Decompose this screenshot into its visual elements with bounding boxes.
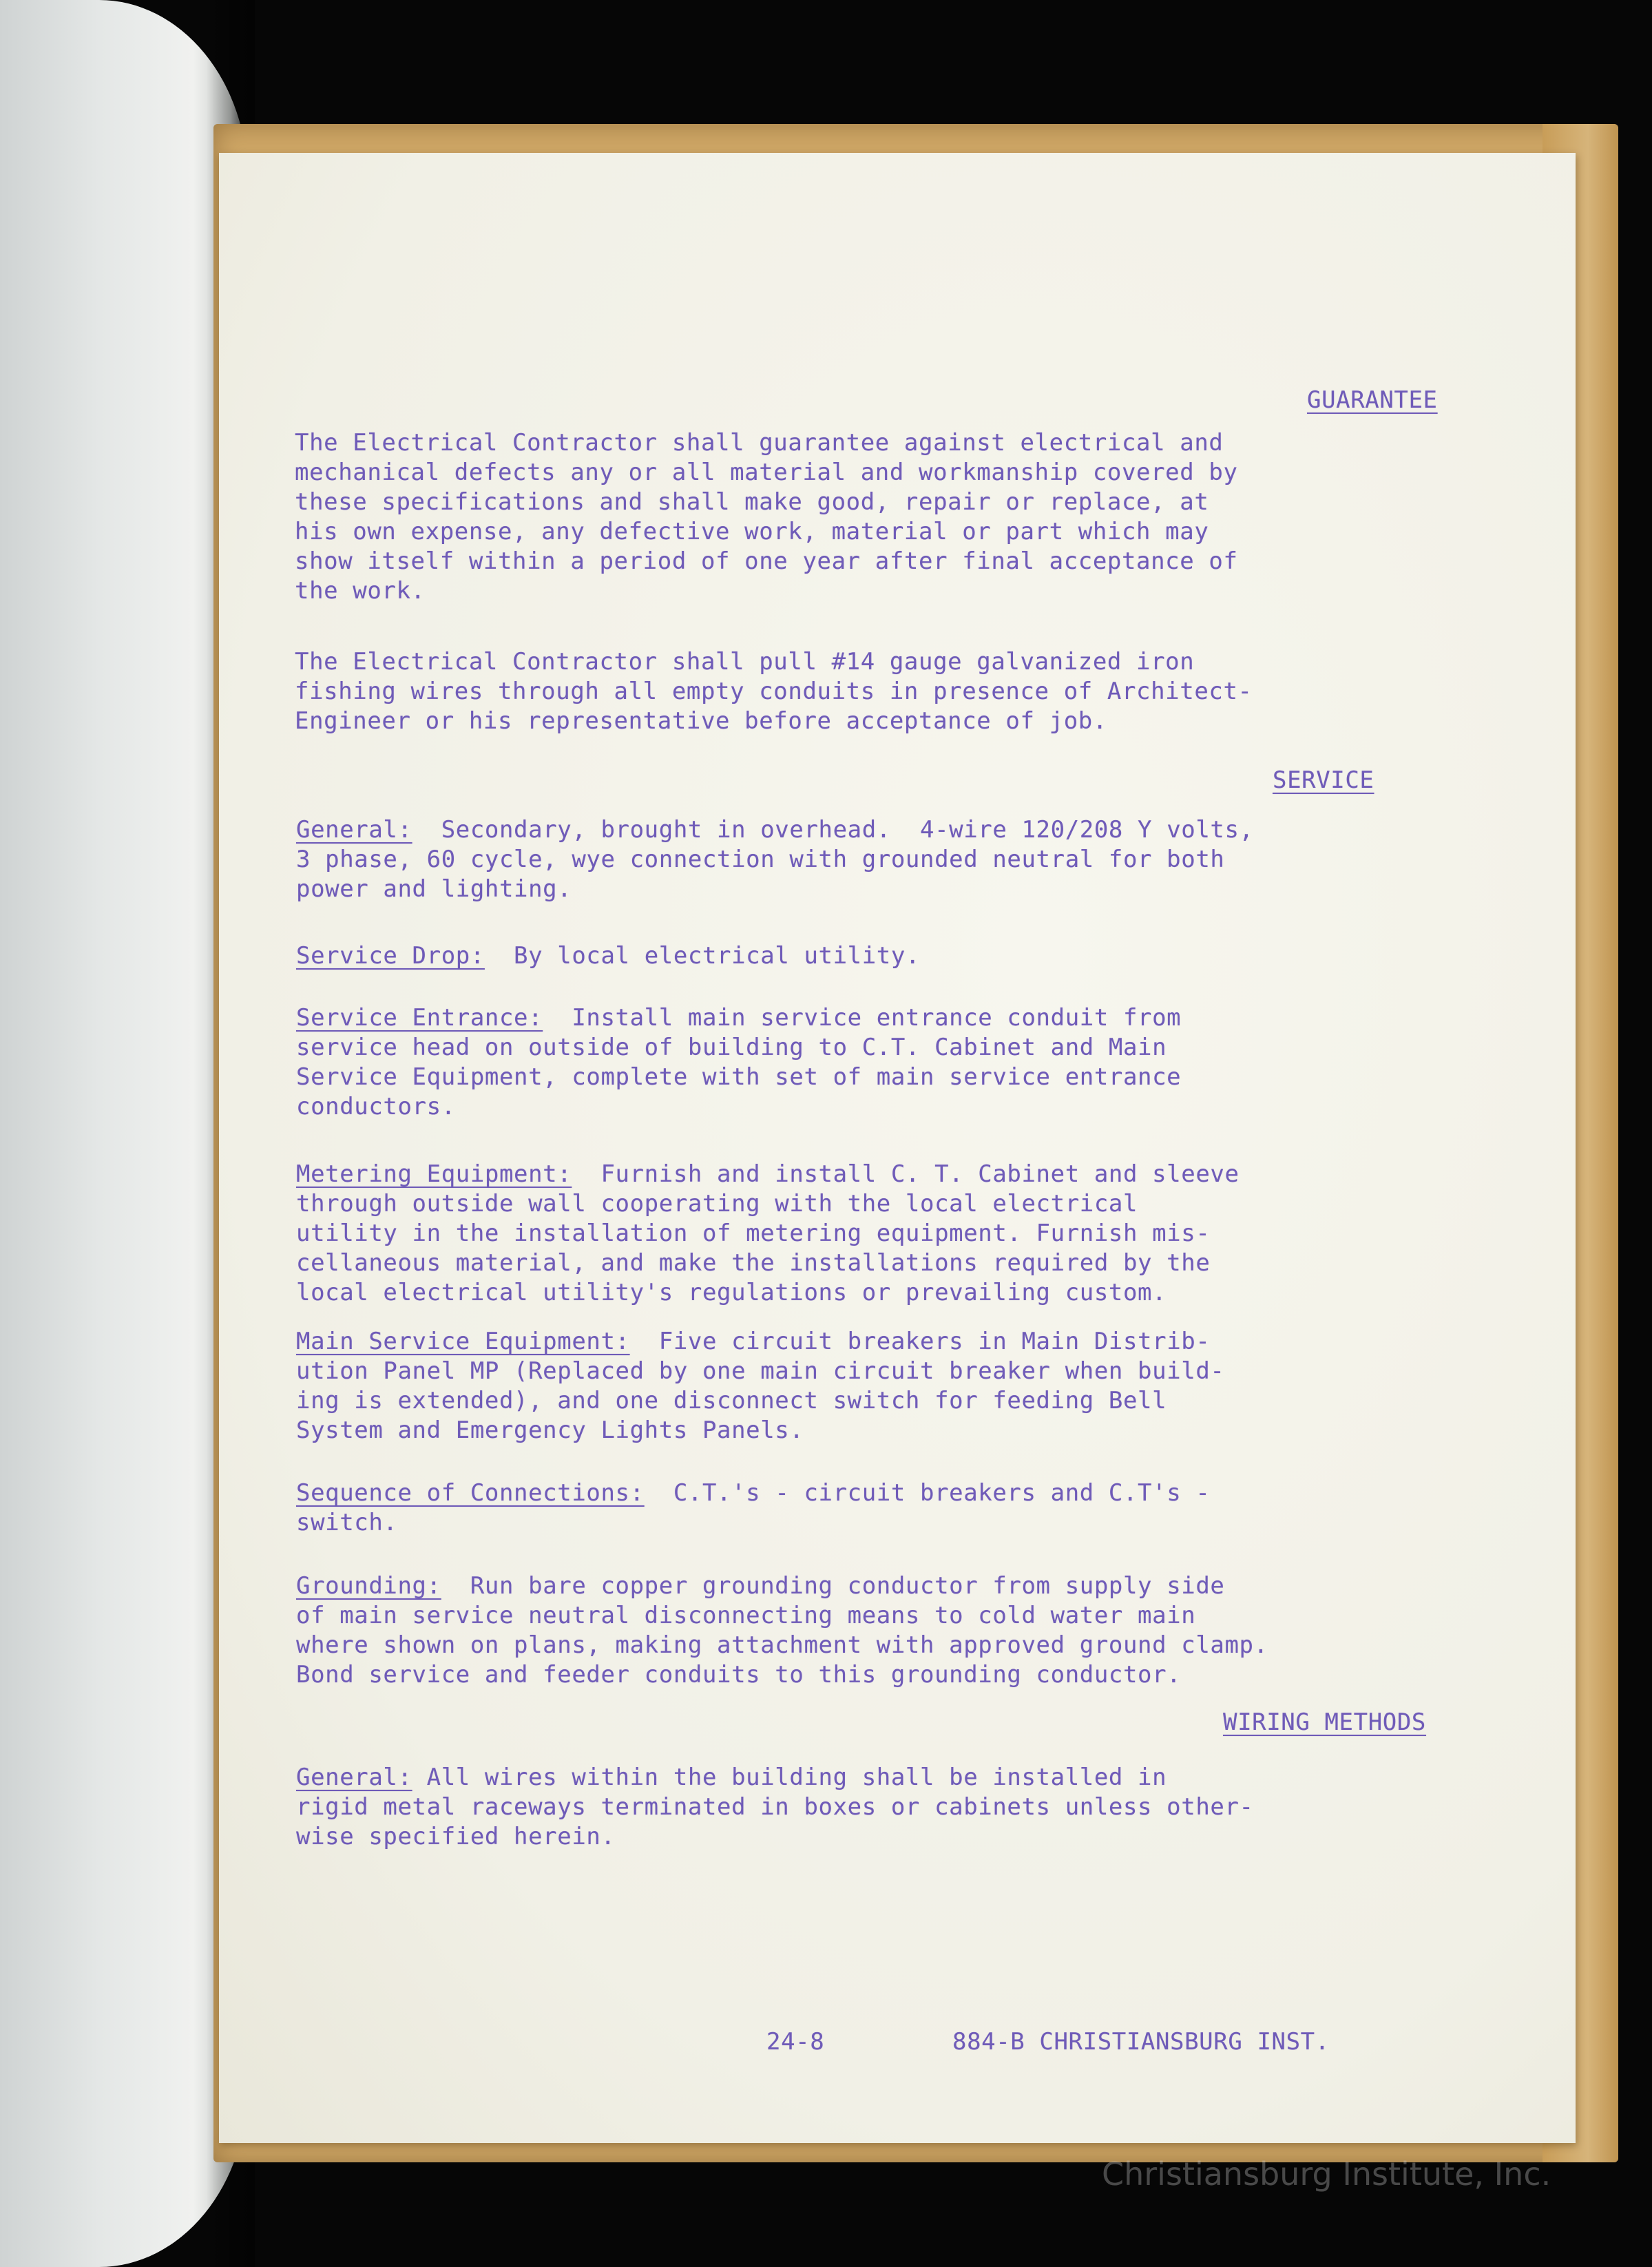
label-grounding: Grounding:	[296, 1572, 441, 1600]
text-line: ing is extended), and one disconnect switch for feeding Bell	[296, 1387, 1167, 1414]
text-line: The Electrical Contractor shall guarantee against electrical and	[295, 429, 1224, 457]
service-drop	[296, 941, 920, 971]
text-line	[296, 1003, 1181, 1033]
text-line: fishing wires through all empty conduits in presence of Architect-	[295, 678, 1253, 705]
text-line: mechanical defects any or all material and workmanship covered by	[295, 459, 1238, 486]
text-segment: By local electrical utility.	[484, 942, 921, 970]
label-service-entrance: Service Entrance:	[296, 1004, 543, 1032]
text-segment: Run bare copper grounding conductor from supply side	[441, 1572, 1225, 1600]
text-segment: All wires within the building shall be installed in	[412, 1764, 1167, 1791]
label-general: General:	[296, 816, 412, 844]
label-service-drop: Service Drop:	[296, 942, 485, 970]
text-line: local electrical utility's regulations or prevailing custom.	[296, 1279, 1167, 1306]
text-line: 3 phase, 60 cycle, wye connection with grounded neutral for both	[296, 846, 1225, 873]
text-line: show itself within a period of one year after final acceptance of	[295, 547, 1238, 575]
main-service-equipment	[296, 1327, 1224, 1445]
text-line: where shown on plans, making attachment with approved ground clamp.	[296, 1631, 1268, 1659]
label-metering-equipment: Metering Equipment:	[296, 1160, 572, 1188]
guarantee-paragraph-1	[295, 428, 1238, 606]
text-segment: C.T.'s - circuit breakers and C.T's -	[644, 1479, 1211, 1507]
grounding	[296, 1571, 1268, 1690]
page-number: 24-8	[766, 2028, 825, 2056]
text-line: conductors.	[296, 1093, 456, 1120]
text-line: The Electrical Contractor shall pull #14 gauge galvanized iron	[295, 648, 1195, 676]
text-line	[296, 941, 920, 971]
text-line: Service Equipment, complete with set of main service entrance	[296, 1063, 1182, 1091]
text-line: the work.	[295, 577, 426, 605]
text-line: power and lighting.	[296, 875, 572, 903]
text-segment: Install main service entrance conduit from	[543, 1004, 1182, 1032]
text-line: through outside wall cooperating with the local electrical	[296, 1190, 1138, 1218]
text-line	[296, 1763, 1254, 1793]
service-entrance	[296, 1003, 1181, 1122]
text-line	[296, 1479, 1210, 1508]
label-wiring-general: General:	[296, 1764, 412, 1791]
project-name: 884-B CHRISTIANSBURG INST.	[952, 2028, 1330, 2056]
heading-guarantee: GUARANTEE	[1307, 386, 1438, 414]
text-line: rigid metal raceways terminated in boxes or cabinets unless other-	[296, 1793, 1254, 1821]
typed-sheet	[219, 153, 1576, 2143]
text-line: wise specified herein.	[296, 1823, 616, 1850]
text-line	[296, 1327, 1224, 1357]
watermark: Christiansburg Institute, Inc.	[1102, 2155, 1551, 2193]
text-line: Engineer or his representative before acceptance of job.	[295, 707, 1107, 735]
heading-wiring-methods: WIRING METHODS	[1223, 1709, 1426, 1736]
text-line: of main service neutral disconnecting means to cold water main	[296, 1602, 1196, 1629]
heading-service: SERVICE	[1273, 766, 1374, 794]
text-line	[296, 815, 1254, 845]
text-line: these specifications and shall make good, repair or replace, at	[295, 488, 1209, 516]
sequence-of-connections	[296, 1479, 1210, 1538]
text-line: cellaneous material, and make the installations required by the	[296, 1249, 1211, 1277]
metering-equipment	[296, 1160, 1240, 1308]
text-line: utility in the installation of metering equipment. Furnish mis-	[296, 1220, 1211, 1247]
label-sequence-of-connections: Sequence of Connections:	[296, 1479, 645, 1507]
text-segment: Secondary, brought in overhead. 4-wire 120/208 Y volts,	[412, 816, 1254, 844]
text-line	[296, 1160, 1240, 1189]
text-segment: Five circuit breakers in Main Distrib-	[629, 1328, 1211, 1355]
guarantee-paragraph-2	[295, 647, 1253, 736]
text-line: ution Panel MP (Replaced by one main circuit breaker when build-	[296, 1357, 1225, 1385]
text-line	[296, 1571, 1268, 1601]
text-line: his own expense, any defective work, material or part which may	[295, 518, 1209, 545]
text-line: Bond service and feeder conduits to this grounding conductor.	[296, 1661, 1182, 1689]
service-general	[296, 815, 1254, 904]
text-line: switch.	[296, 1509, 398, 1536]
wiring-general	[296, 1763, 1254, 1852]
text-segment: Furnish and install C. T. Cabinet and sleeve	[572, 1160, 1240, 1188]
text-line: service head on outside of building to C.T. Cabinet and Main	[296, 1034, 1167, 1061]
text-line: System and Emergency Lights Panels.	[296, 1417, 804, 1444]
label-main-service-equipment: Main Service Equipment:	[296, 1328, 630, 1355]
